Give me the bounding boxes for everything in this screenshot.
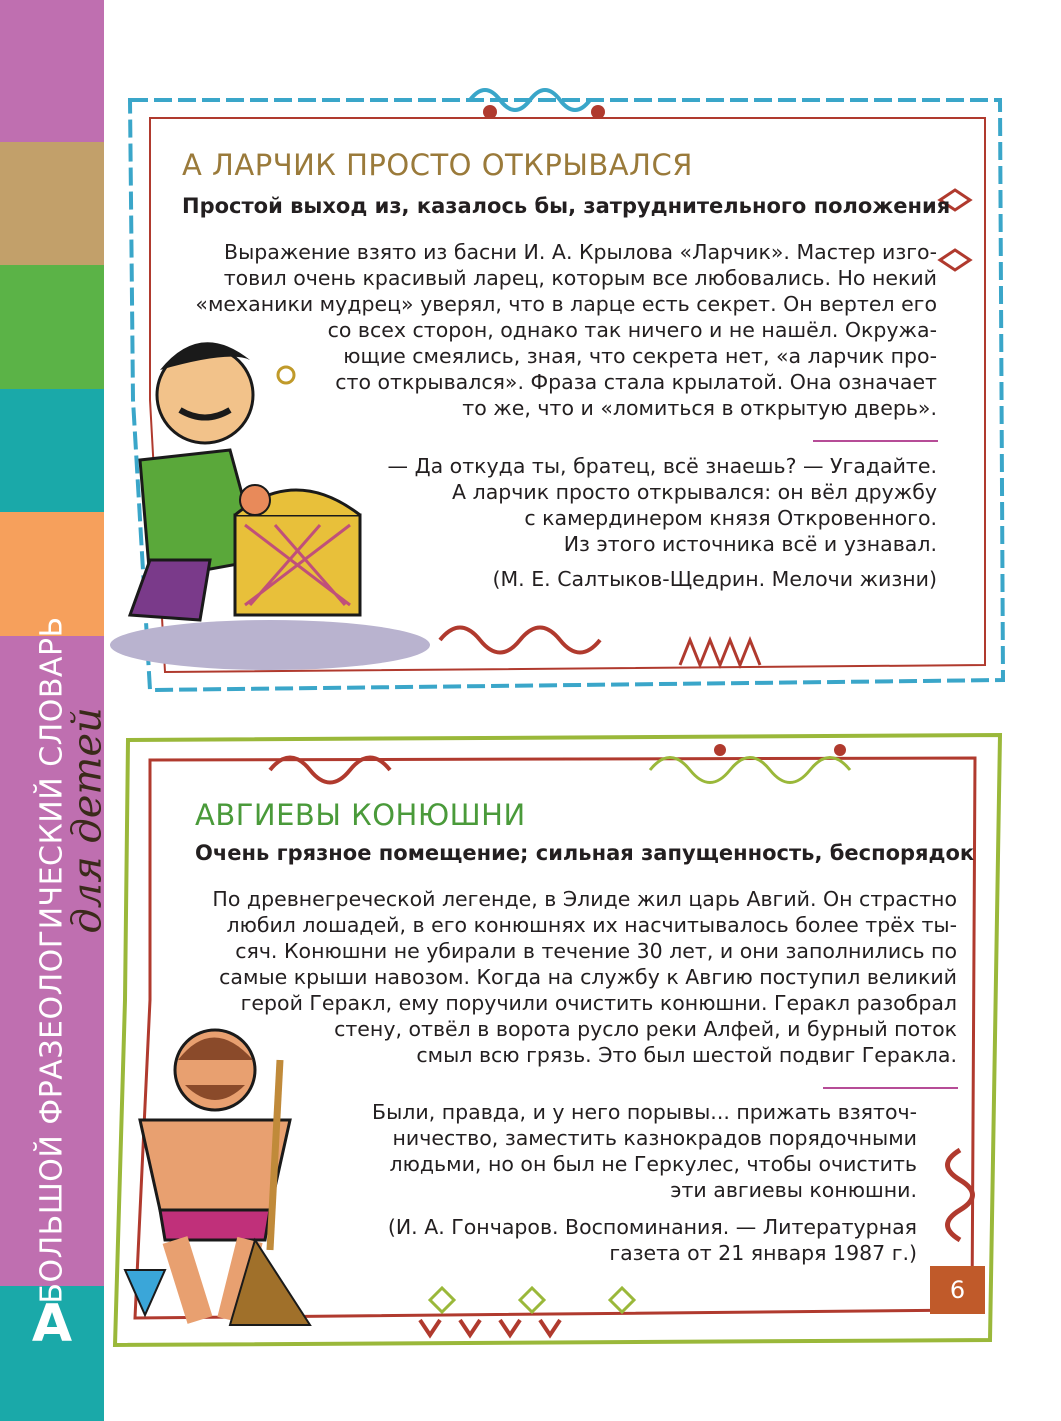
- explanation-line: товил очень красивый ларец, которым все любовались. Но некий: [223, 266, 937, 290]
- quote-line: эти авгиевы конюшни.: [670, 1178, 917, 1202]
- explanation-line: ющие смеялись, зная, что секрета нет, «а ларчик про-: [343, 344, 937, 368]
- explanation-line: сто открывался». Фраза стала крылатой. Она означает: [335, 370, 937, 394]
- quote-line: ничество, заместить казнокрадов порядочными: [392, 1126, 917, 1150]
- explanation-line: то же, что и «ломиться в открытую дверь».: [462, 396, 937, 420]
- source-line: (И. А. Гончаров. Воспоминания. — Литературная: [387, 1215, 917, 1239]
- quote-line: Были, правда, и у него порывы... прижать взяточ-: [372, 1100, 917, 1124]
- page-number: 6: [930, 1266, 985, 1314]
- explanation-line: любил лошадей, в его конюшнях их насчитывалось более трёх ты-: [226, 913, 957, 937]
- divider-rule: [823, 1087, 958, 1089]
- explanation-line: «механики мудрец» уверял, что в ларце есть секрет. Он вертел его: [195, 292, 937, 316]
- quote-source: [388, 1214, 917, 1266]
- quote-source: [492, 566, 937, 592]
- entry-explanation: [212, 886, 957, 1068]
- explanation-line: самые крыши навозом. Когда на службу к Авгию поступил великий: [219, 965, 957, 989]
- entry-title: А ЛАРЧИК ПРОСТО ОТКРЫВАЛСЯ: [182, 148, 693, 182]
- explanation-line: со всех сторон, однако так ничего и не нашёл. Окружа-: [327, 318, 937, 342]
- quote-line: с камердинером князя Откровенного.: [524, 506, 937, 530]
- explanation-line: Выражение взято из басни И. А. Крылова «Ларчик». Мастер изго-: [224, 240, 937, 264]
- section-letter: А: [31, 1294, 73, 1354]
- explanation-line: сяч. Конюшни не убирали в течение 30 лет, и они заполнились по: [235, 939, 957, 963]
- source-line: (М. Е. Салтыков-Щедрин. Мелочи жизни): [492, 567, 937, 591]
- explanation-line: По древнегреческой легенде, в Элиде жил царь Авгий. Он страстно: [212, 887, 957, 911]
- quote-line: людьми, но он был не Геркулес, чтобы очистить: [389, 1152, 917, 1176]
- divider-rule: [813, 440, 938, 442]
- quote-line: — Да откуда ты, братец, всё знаешь? — Угадайте.: [387, 454, 937, 478]
- explanation-line: стену, отвёл в ворота русло реки Алфей, и бурный поток: [334, 1017, 957, 1041]
- entry-definition: Очень грязное помещение; сильная запущенность, беспорядок: [195, 841, 975, 865]
- entry-title: АВГИЕВЫ КОНЮШНИ: [195, 798, 526, 832]
- book-title-main: БОЛЬШОЙ ФРАЗЕОЛОГИЧЕСКИЙ СЛОВАРЬ: [34, 616, 70, 1304]
- hero-with-broom-illustration: [125, 1030, 310, 1325]
- literary-quote: [388, 453, 937, 557]
- entry-definition: Простой выход из, казалось бы, затруднительного положения: [182, 194, 951, 218]
- quote-line: Из этого источника всё и узнавал.: [563, 532, 937, 556]
- literary-quote: [372, 1099, 917, 1203]
- quote-line: А ларчик просто открывался: он вёл дружбу: [452, 480, 937, 504]
- book-title-script: для детей: [64, 707, 111, 934]
- explanation-line: смыл всю грязь. Это был шестой подвиг Геракла.: [416, 1043, 957, 1067]
- explanation-line: герой Геракл, ему поручили очистить конюшни. Геракл разобрал: [240, 991, 957, 1015]
- entry-explanation: [195, 239, 937, 421]
- source-line: газета от 21 января 1987 г.): [609, 1241, 917, 1265]
